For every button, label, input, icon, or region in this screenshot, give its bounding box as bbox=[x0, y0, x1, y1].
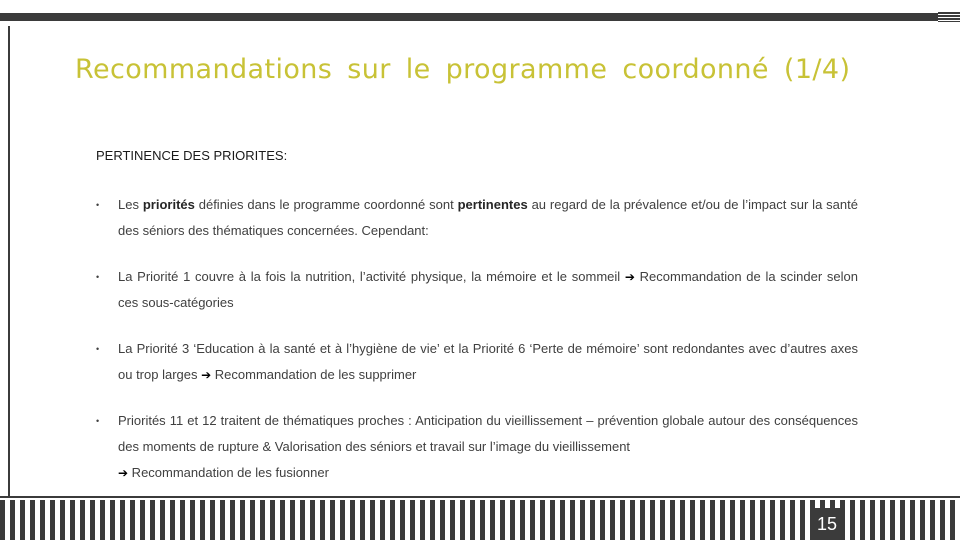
bullet-text: Les bbox=[118, 197, 143, 212]
recommendation-text: Recommandation de les fusionner bbox=[128, 465, 329, 480]
bullet-item-2 bbox=[96, 264, 858, 316]
top-right-stripes bbox=[938, 12, 960, 22]
bullet-marker: • bbox=[96, 200, 100, 210]
bullet-text: Priorités 11 et 12 traitent de thématiques proches : Anticipation du vieillissement – prévention globale autour des conséquences des moments de rupture & Valorisation des séniors et travail sur l’image du vieillissement bbox=[118, 413, 858, 454]
footer-line bbox=[0, 496, 960, 498]
slide-content bbox=[96, 148, 858, 506]
bullet-text: au regard de la prévalence et/ou de l’impact sur la santé des séniors des thématiques concernées. Cependant: bbox=[118, 197, 858, 238]
arrow-right-icon: ➔ bbox=[624, 270, 635, 284]
bullet-item-3 bbox=[96, 336, 858, 388]
section-heading: PERTINENCE DES PRIORITES: bbox=[96, 148, 288, 163]
bullet-text: La Priorité 3 ‘Education à la santé et à l’hygiène de vie’ et la Priorité 6 ‘Perte de mémoire’ sont redondantes avec d’autres axes ou trop larges bbox=[118, 341, 858, 382]
bullet-text: définies dans le programme coordonné sont bbox=[194, 197, 458, 212]
recommendation-text: Recommandation de la scinder selon ces sous-catégories bbox=[118, 269, 858, 310]
bullet-bold-text: priorités bbox=[142, 197, 195, 212]
bullet-item-4 bbox=[96, 408, 858, 486]
slide-title: Recommandations sur le programme coordonné (1/4) bbox=[75, 54, 851, 85]
bullet-text: La Priorité 1 couvre à la fois la nutrition, l’activité physique, la mémoire et le sommeil bbox=[118, 269, 625, 284]
bullet-bold-text: pertinentes bbox=[457, 197, 528, 212]
arrow-right-icon: ➔ bbox=[118, 466, 129, 480]
bullet-marker: • bbox=[96, 344, 100, 354]
bullet-marker: • bbox=[96, 416, 100, 426]
top-decorative-bar bbox=[0, 13, 960, 21]
bullet-item-1 bbox=[96, 192, 858, 244]
page-number: 15 bbox=[812, 508, 842, 540]
bullet-marker: • bbox=[96, 272, 100, 282]
recommendation-text: Recommandation de les supprimer bbox=[211, 367, 417, 382]
left-decorative-line bbox=[8, 26, 10, 496]
arrow-right-icon: ➔ bbox=[201, 368, 212, 382]
